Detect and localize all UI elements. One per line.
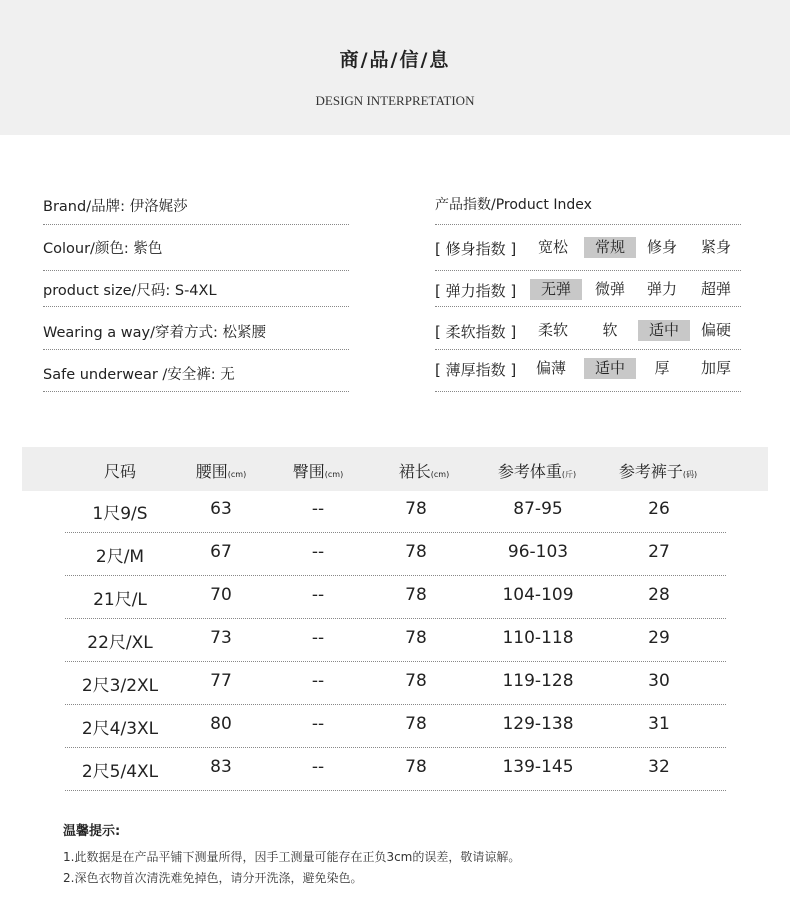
divider <box>43 306 349 307</box>
notes-line: 1.此数据是在产品平铺下测量所得，因手工测量可能存在正负3cm的误差，敬请谅解。 <box>63 850 521 864</box>
col-header-hip: 臀围(cm) <box>292 462 344 481</box>
divider <box>435 306 741 307</box>
cell-pants: 30 <box>648 671 670 691</box>
cell-pants: 26 <box>648 499 670 519</box>
index-option: 偏硬 <box>700 321 731 339</box>
cell-size: 2尺5/4XL <box>81 762 159 782</box>
notes-line: 2.深色衣物首次清洗难免掉色，请分开洗涤，避免染色。 <box>63 871 363 885</box>
info-size: product size/尺码: S-4XL <box>43 283 217 299</box>
page-subtitle: DESIGN INTERPRETATION <box>315 93 475 108</box>
cell-weight: 119-128 <box>502 671 574 691</box>
divider <box>43 270 349 271</box>
cell-pants: 28 <box>648 585 670 605</box>
row-divider <box>65 790 726 791</box>
index-option: 修身 <box>646 238 677 256</box>
cell-hip: -- <box>311 542 325 562</box>
cell-length: 78 <box>405 585 427 605</box>
table-row <box>0 749 790 792</box>
index-row-elasticity <box>435 280 745 304</box>
index-option: 柔软 <box>537 321 568 339</box>
cell-hip: -- <box>311 757 325 777</box>
col-header-waist: 腰围(cm) <box>195 462 247 481</box>
cell-weight: 110-118 <box>502 628 574 648</box>
index-option: 超弹 <box>700 280 731 298</box>
table-row <box>0 534 790 577</box>
info-brand: Brand/品牌: 伊洛娓莎 <box>43 199 188 215</box>
notes-section <box>63 820 520 886</box>
row-divider <box>65 532 726 533</box>
table-row <box>0 577 790 620</box>
index-option: 偏薄 <box>535 359 566 377</box>
divider <box>435 391 741 392</box>
cell-pants: 29 <box>648 628 670 648</box>
cell-hip: -- <box>311 671 325 691</box>
cell-hip: -- <box>311 585 325 605</box>
index-option: 适中 <box>584 358 636 379</box>
notes-title: 温馨提示: <box>63 824 121 839</box>
divider <box>43 391 349 392</box>
row-divider <box>65 575 726 576</box>
cell-length: 78 <box>405 671 427 691</box>
row-divider <box>65 618 726 619</box>
table-row <box>0 620 790 663</box>
table-row <box>0 706 790 749</box>
cell-size: 22尺/XL <box>87 633 153 653</box>
info-wearing: Wearing a way/穿着方式: 松紧腰 <box>43 325 266 341</box>
info-colour: Colour/颜色: 紫色 <box>43 241 163 257</box>
header-banner <box>0 0 790 135</box>
index-option: 无弹 <box>530 279 582 300</box>
index-option: 微弹 <box>594 280 625 298</box>
cell-size: 2尺3/2XL <box>81 676 159 696</box>
cell-hip: -- <box>311 499 325 519</box>
index-row-softness <box>435 321 745 345</box>
table-row <box>0 491 790 534</box>
cell-waist: 70 <box>210 585 232 605</box>
cell-waist: 83 <box>210 757 232 777</box>
cell-length: 78 <box>405 542 427 562</box>
size-table-header <box>22 447 768 491</box>
cell-weight: 96-103 <box>507 542 569 562</box>
cell-hip: -- <box>311 628 325 648</box>
index-row-thickness <box>435 359 745 383</box>
cell-weight: 129-138 <box>502 714 574 734</box>
row-divider <box>65 747 726 748</box>
cell-pants: 31 <box>648 714 670 734</box>
divider <box>435 349 741 350</box>
col-header-weight: 参考体重(斤) <box>497 462 577 481</box>
cell-length: 78 <box>405 628 427 648</box>
page-title: 商/品/信/息 <box>339 49 451 71</box>
info-safe-underwear: Safe underwear /安全裤: 无 <box>43 367 235 383</box>
cell-waist: 67 <box>210 542 232 562</box>
index-label: [ 修身指数 ] <box>435 240 517 258</box>
cell-waist: 73 <box>210 628 232 648</box>
cell-pants: 32 <box>648 757 670 777</box>
row-divider <box>65 704 726 705</box>
cell-length: 78 <box>405 499 427 519</box>
cell-pants: 27 <box>648 542 670 562</box>
cell-waist: 77 <box>210 671 232 691</box>
index-label: [ 柔软指数 ] <box>435 323 517 341</box>
divider <box>43 224 349 225</box>
product-index-heading: 产品指数/Product Index <box>435 197 592 213</box>
index-option: 弹力 <box>646 280 677 298</box>
cell-waist: 63 <box>210 499 232 519</box>
index-label: [ 弹力指数 ] <box>435 282 517 300</box>
cell-size: 1尺9/S <box>92 504 148 524</box>
divider <box>435 270 741 271</box>
cell-hip: -- <box>311 714 325 734</box>
index-option: 适中 <box>638 320 690 341</box>
index-option: 加厚 <box>700 359 731 377</box>
cell-size: 2尺4/3XL <box>81 719 159 739</box>
cell-weight: 139-145 <box>502 757 574 777</box>
cell-size: 21尺/L <box>93 590 147 610</box>
cell-size: 2尺/M <box>95 547 145 567</box>
cell-length: 78 <box>405 757 427 777</box>
divider <box>43 349 349 350</box>
index-row-fit <box>435 238 745 262</box>
cell-waist: 80 <box>210 714 232 734</box>
col-header-size: 尺码 <box>103 462 137 481</box>
index-option: 紧身 <box>700 238 731 256</box>
index-option: 厚 <box>654 359 670 377</box>
cell-weight: 104-109 <box>502 585 574 605</box>
cell-length: 78 <box>405 714 427 734</box>
divider <box>435 224 741 225</box>
col-header-skirt-length: 裙长(cm) <box>398 462 450 481</box>
index-option: 软 <box>602 321 618 339</box>
col-header-pants-size: 参考裤子(码) <box>618 462 698 481</box>
cell-weight: 87-95 <box>513 499 563 519</box>
table-row <box>0 663 790 706</box>
row-divider <box>65 661 726 662</box>
index-label: [ 薄厚指数 ] <box>435 361 517 379</box>
index-option: 宽松 <box>537 238 568 256</box>
index-option: 常规 <box>584 237 636 258</box>
